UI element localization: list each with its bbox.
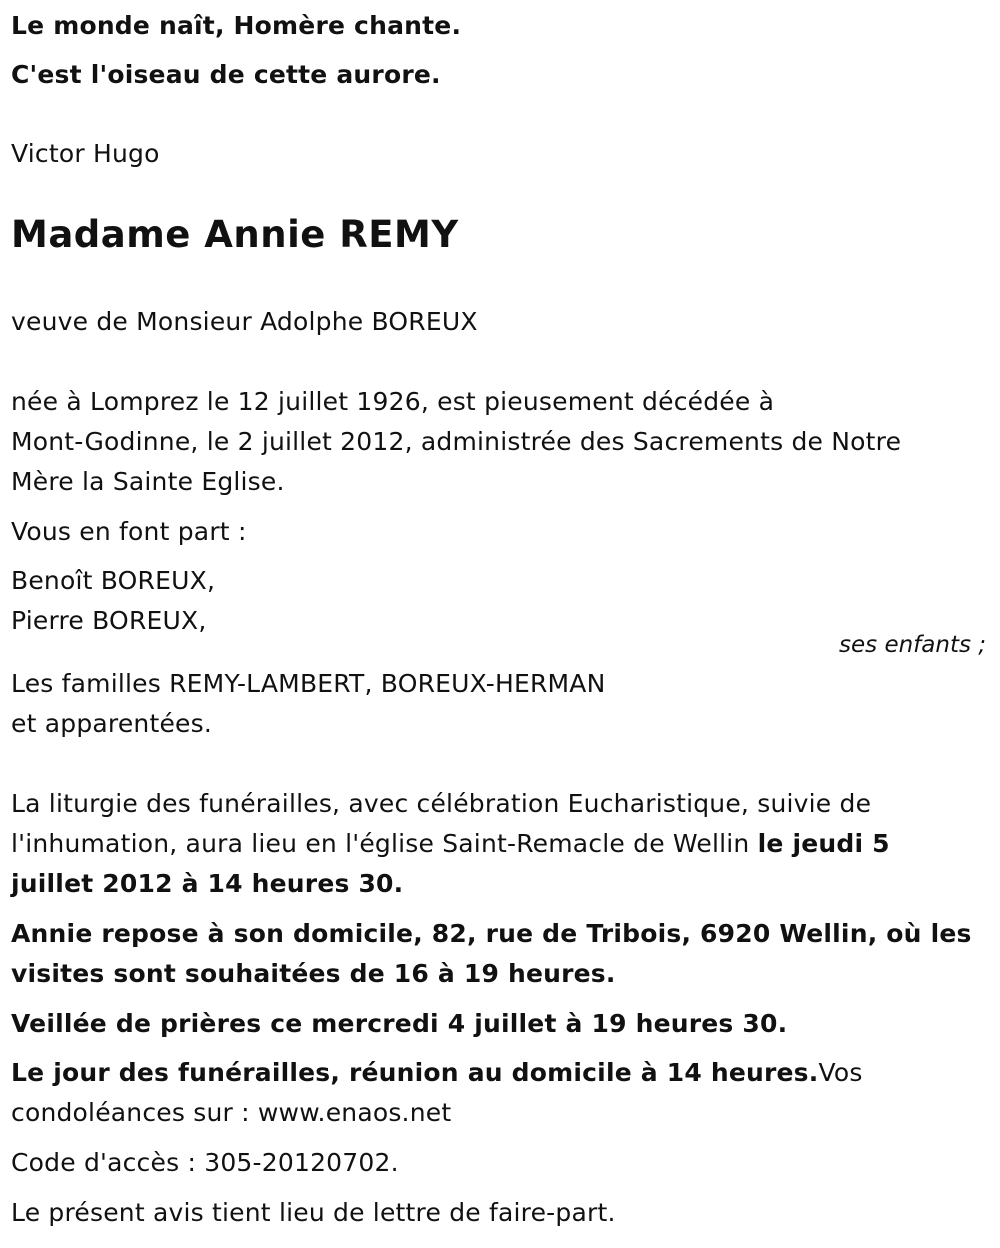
poem-line-1: Le monde naît, Homère chante. [11, 11, 462, 40]
condolences-line: condoléances sur : www.enaos.net [11, 1098, 452, 1127]
funeral-line-3: juillet 2012 à 14 heures 30. [11, 869, 404, 898]
meeting-line-1 [11, 1053, 863, 1093]
families-line-1: Les familles REMY-LAMBERT, BOREUX-HERMAN [11, 669, 606, 698]
poem-author: Victor Hugo [11, 139, 160, 168]
access-code: Code d'accès : 305-20120702. [11, 1148, 399, 1177]
funeral-line-2 [11, 824, 890, 864]
closing-line: Le présent avis tient lieu de lettre de faire-part. [11, 1198, 616, 1227]
funeral-date: le jeudi 5 [757, 829, 890, 858]
children-label: ses enfants ; [839, 632, 986, 658]
condolences-start: Vos [818, 1058, 863, 1087]
visits-line-1: Annie repose à son domicile, 82, rue de Tribois, 6920 Wellin, où les [11, 919, 972, 948]
funeral-line-1: La liturgie des funérailles, avec célébration Eucharistique, suivie de [11, 789, 872, 818]
widow-of: veuve de Monsieur Adolphe BOREUX [11, 307, 478, 336]
vigil-line: Veillée de prières ce mercredi 4 juillet à 19 heures 30. [11, 1009, 788, 1038]
families-line-2: et apparentées. [11, 709, 212, 738]
poem-line-2: C'est l'oiseau de cette aurore. [11, 60, 441, 89]
announcers-intro: Vous en font part : [11, 517, 247, 546]
details-line-2: Mont-Godinne, le 2 juillet 2012, administrée des Sacrements de Notre [11, 427, 902, 456]
child-name: Benoît BOREUX, [11, 566, 216, 595]
meeting-info: Le jour des funérailles, réunion au domicile à 14 heures. [11, 1058, 819, 1087]
details-line-3: Mère la Sainte Eglise. [11, 467, 285, 496]
visits-line-2: visites sont souhaitées de 16 à 19 heures. [11, 959, 616, 988]
child-name: Pierre BOREUX, [11, 606, 207, 635]
funeral-location: l'inhumation, aura lieu en l'église Saint-Remacle de Wellin [11, 829, 758, 858]
deceased-name: Madame Annie REMY [11, 213, 459, 256]
details-line-1: née à Lomprez le 12 juillet 1926, est pieusement décédée à [11, 387, 775, 416]
